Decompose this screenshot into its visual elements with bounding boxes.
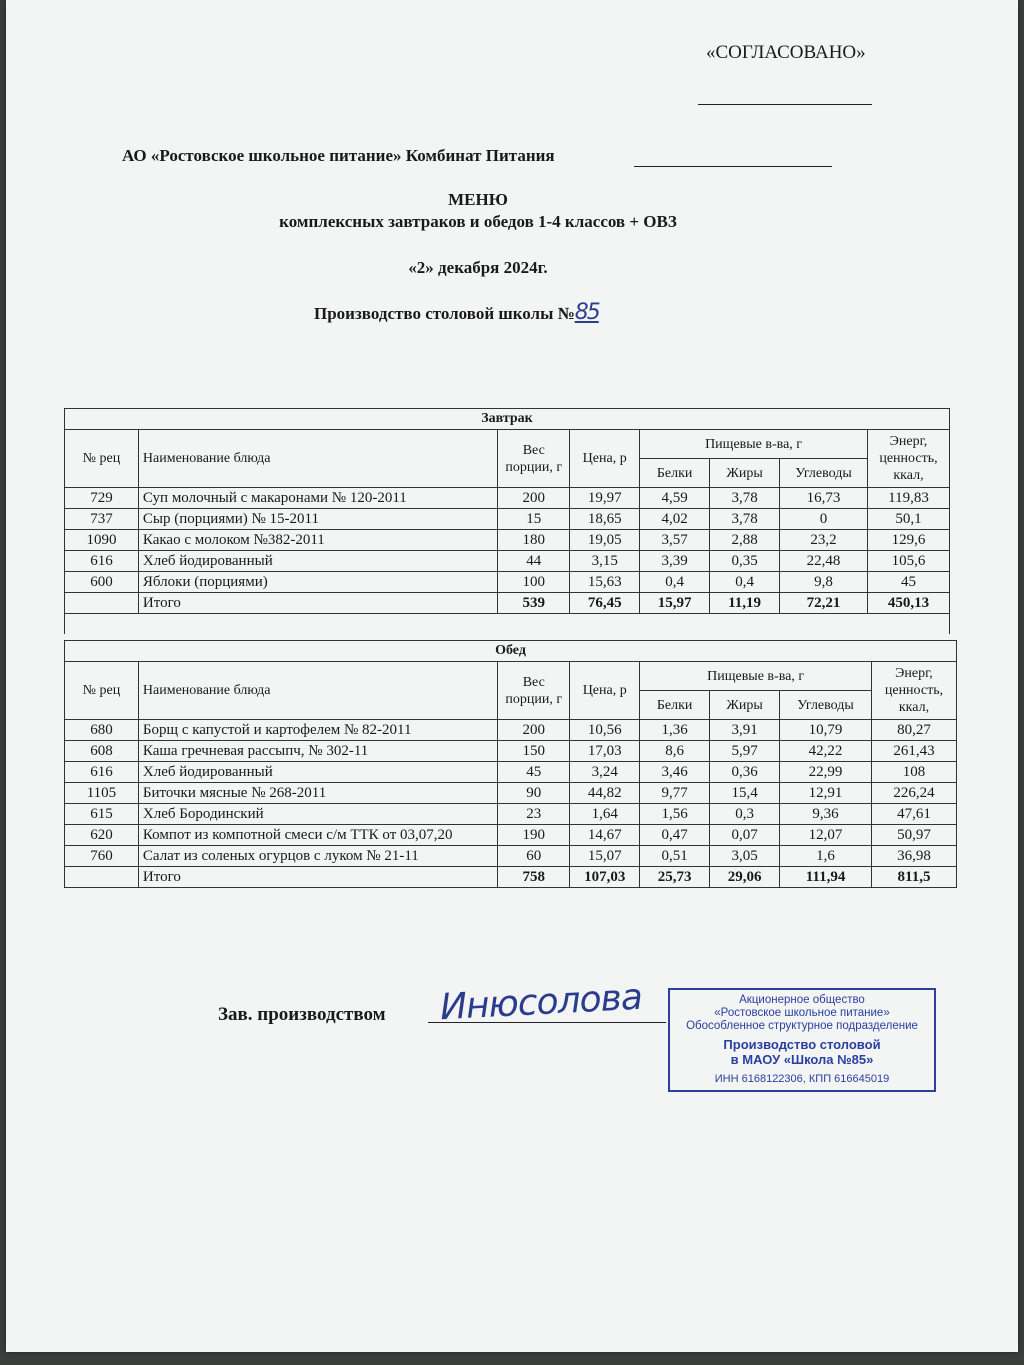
cell-p: 9,77 bbox=[640, 783, 710, 804]
cell-name: Борщ с капустой и картофелем № 82-2011 bbox=[138, 720, 497, 741]
table-row bbox=[65, 825, 957, 846]
document-subtitle: комплексных завтраков и обедов 1-4 классов + ОВЗ bbox=[279, 212, 677, 231]
cell-c: 42,22 bbox=[780, 741, 872, 762]
cell-weight: 23 bbox=[498, 804, 570, 825]
approval-label: «СОГЛАСОВАНО» bbox=[706, 42, 866, 63]
total-label: Итого bbox=[138, 867, 497, 888]
col-energy-header: Энерг, ценность, ккал, bbox=[871, 662, 956, 720]
signature-label: Зав. производством bbox=[218, 1004, 386, 1025]
col-proteins-header: Белки bbox=[640, 691, 710, 720]
cell-rec: 760 bbox=[65, 846, 139, 867]
cell-rec: 616 bbox=[65, 762, 139, 783]
cell-weight: 44 bbox=[498, 551, 570, 572]
cell-e: 50,1 bbox=[867, 509, 949, 530]
cell-e: 47,61 bbox=[871, 804, 956, 825]
col-carbs-header: Углеводы bbox=[780, 459, 868, 488]
total-e: 450,13 bbox=[867, 593, 949, 614]
cell-name: Сыр (порциями) № 15-2011 bbox=[138, 509, 497, 530]
col-proteins-header: Белки bbox=[640, 459, 710, 488]
cell-p: 0,4 bbox=[640, 572, 710, 593]
lunch-section-title: Обед bbox=[65, 641, 957, 662]
table-row bbox=[65, 762, 957, 783]
cell-price: 3,24 bbox=[570, 762, 640, 783]
cell-e: 45 bbox=[867, 572, 949, 593]
cell-name: Хлеб йодированный bbox=[138, 551, 497, 572]
total-empty bbox=[65, 593, 139, 614]
col-weight-header: Вес порции, г bbox=[498, 430, 570, 488]
cell-name: Каша гречневая рассыпч, № 302-11 bbox=[138, 741, 497, 762]
total-f: 11,19 bbox=[710, 593, 780, 614]
cell-p: 8,6 bbox=[640, 741, 710, 762]
cell-p: 1,36 bbox=[640, 720, 710, 741]
cell-f: 0,3 bbox=[710, 804, 780, 825]
cell-price: 3,15 bbox=[570, 551, 640, 572]
cell-rec: 1090 bbox=[65, 530, 139, 551]
cell-c: 9,36 bbox=[780, 804, 872, 825]
table-row bbox=[65, 488, 950, 509]
breakfast-table bbox=[64, 408, 950, 634]
section-spacer bbox=[65, 614, 950, 635]
cell-e: 105,6 bbox=[867, 551, 949, 572]
table-row bbox=[65, 572, 950, 593]
cell-weight: 180 bbox=[498, 530, 570, 551]
cell-e: 261,43 bbox=[871, 741, 956, 762]
table-row bbox=[65, 741, 957, 762]
cell-f: 5,97 bbox=[710, 741, 780, 762]
cell-e: 108 bbox=[871, 762, 956, 783]
cell-rec: 600 bbox=[65, 572, 139, 593]
col-name-header: Наименование блюда bbox=[138, 662, 497, 720]
cell-name: Биточки мясные № 268-2011 bbox=[138, 783, 497, 804]
total-p: 15,97 bbox=[640, 593, 710, 614]
total-price: 107,03 bbox=[570, 867, 640, 888]
total-price: 76,45 bbox=[570, 593, 640, 614]
stamp-line: в МАОУ «Школа №85» bbox=[730, 1052, 874, 1067]
total-weight: 539 bbox=[498, 593, 570, 614]
organization-blank-line bbox=[634, 166, 832, 167]
cell-e: 50,97 bbox=[871, 825, 956, 846]
cell-f: 2,88 bbox=[710, 530, 780, 551]
cell-e: 226,24 bbox=[871, 783, 956, 804]
cell-weight: 15 bbox=[498, 509, 570, 530]
total-f: 29,06 bbox=[710, 867, 780, 888]
cell-name: Компот из компотной смеси с/м ТТК от 03,07,20 bbox=[138, 825, 497, 846]
cell-rec: 729 bbox=[65, 488, 139, 509]
handwritten-signature: Инюсолова bbox=[439, 976, 643, 1029]
total-empty bbox=[65, 867, 139, 888]
cell-c: 0 bbox=[780, 509, 868, 530]
lunch-table bbox=[64, 640, 957, 888]
cell-e: 119,83 bbox=[867, 488, 949, 509]
cell-weight: 90 bbox=[498, 783, 570, 804]
col-rec-header: № рец bbox=[65, 662, 139, 720]
col-nutrients-header: Пищевые в-ва, г bbox=[640, 662, 872, 691]
cell-c: 10,79 bbox=[780, 720, 872, 741]
total-p: 25,73 bbox=[640, 867, 710, 888]
cell-p: 3,46 bbox=[640, 762, 710, 783]
approval-signature-line bbox=[698, 104, 872, 105]
cell-rec: 608 bbox=[65, 741, 139, 762]
cell-p: 0,47 bbox=[640, 825, 710, 846]
table-row bbox=[65, 846, 957, 867]
cell-price: 15,63 bbox=[570, 572, 640, 593]
cell-rec: 620 bbox=[65, 825, 139, 846]
breakfast-section-title: Завтрак bbox=[65, 409, 950, 430]
cell-e: 80,27 bbox=[871, 720, 956, 741]
stamp-line: Акционерное общество bbox=[739, 994, 865, 1006]
stamp-line: ИНН 6168122306, КПП 616645019 bbox=[714, 1073, 890, 1085]
cell-price: 44,82 bbox=[570, 783, 640, 804]
cell-f: 15,4 bbox=[710, 783, 780, 804]
cell-p: 3,57 bbox=[640, 530, 710, 551]
col-nutrients-header: Пищевые в-ва, г bbox=[640, 430, 868, 459]
cell-price: 19,05 bbox=[570, 530, 640, 551]
cell-c: 23,2 bbox=[780, 530, 868, 551]
table-row bbox=[65, 783, 957, 804]
cell-weight: 150 bbox=[498, 741, 570, 762]
cell-p: 4,02 bbox=[640, 509, 710, 530]
table-row bbox=[65, 720, 957, 741]
cell-name: Яблоки (порциями) bbox=[138, 572, 497, 593]
cell-f: 3,91 bbox=[710, 720, 780, 741]
cell-c: 9,8 bbox=[780, 572, 868, 593]
cell-price: 18,65 bbox=[570, 509, 640, 530]
organization-name: АО «Ростовское школьное питание» Комбинат Питания bbox=[122, 146, 555, 165]
stamp-line: «Ростовское школьное питание» bbox=[714, 1007, 890, 1019]
col-price-header: Цена, р bbox=[570, 662, 640, 720]
cell-name: Какао с молоком №382-2011 bbox=[138, 530, 497, 551]
cell-c: 12,07 bbox=[780, 825, 872, 846]
cell-name: Салат из соленых огурцов с луком № 21-11 bbox=[138, 846, 497, 867]
col-rec-header: № рец bbox=[65, 430, 139, 488]
cell-weight: 190 bbox=[498, 825, 570, 846]
official-stamp bbox=[668, 988, 936, 1092]
total-weight: 758 bbox=[498, 867, 570, 888]
table-row bbox=[65, 530, 950, 551]
col-weight-header: Вес порции, г bbox=[498, 662, 570, 720]
cell-rec: 616 bbox=[65, 551, 139, 572]
cell-f: 3,78 bbox=[710, 509, 780, 530]
cell-f: 0,07 bbox=[710, 825, 780, 846]
menu-date: «2» декабря 2024г. bbox=[408, 258, 548, 277]
cell-f: 0,4 bbox=[710, 572, 780, 593]
cell-f: 0,35 bbox=[710, 551, 780, 572]
total-e: 811,5 bbox=[871, 867, 956, 888]
cell-weight: 45 bbox=[498, 762, 570, 783]
total-row bbox=[65, 867, 957, 888]
table-row bbox=[65, 551, 950, 572]
col-fats-header: Жиры bbox=[710, 459, 780, 488]
cell-weight: 200 bbox=[498, 720, 570, 741]
document-title: МЕНЮ bbox=[448, 190, 508, 209]
production-label: Производство столовой школы № bbox=[314, 304, 575, 323]
cell-f: 3,78 bbox=[710, 488, 780, 509]
total-row bbox=[65, 593, 950, 614]
cell-price: 10,56 bbox=[570, 720, 640, 741]
cell-e: 36,98 bbox=[871, 846, 956, 867]
cell-p: 3,39 bbox=[640, 551, 710, 572]
col-price-header: Цена, р bbox=[570, 430, 640, 488]
cell-p: 4,59 bbox=[640, 488, 710, 509]
total-c: 111,94 bbox=[780, 867, 872, 888]
cell-price: 17,03 bbox=[570, 741, 640, 762]
cell-p: 0,51 bbox=[640, 846, 710, 867]
cell-c: 22,48 bbox=[780, 551, 868, 572]
total-c: 72,21 bbox=[780, 593, 868, 614]
cell-name: Хлеб Бородинский bbox=[138, 804, 497, 825]
cell-c: 12,91 bbox=[780, 783, 872, 804]
cell-f: 3,05 bbox=[710, 846, 780, 867]
cell-price: 14,67 bbox=[570, 825, 640, 846]
cell-weight: 100 bbox=[498, 572, 570, 593]
col-name-header: Наименование блюда bbox=[138, 430, 497, 488]
stamp-line: Обособленное структурное подразделение bbox=[686, 1020, 918, 1032]
cell-price: 19,97 bbox=[570, 488, 640, 509]
cell-c: 1,6 bbox=[780, 846, 872, 867]
cell-rec: 615 bbox=[65, 804, 139, 825]
table-row bbox=[65, 509, 950, 530]
cell-f: 0,36 bbox=[710, 762, 780, 783]
cell-c: 22,99 bbox=[780, 762, 872, 783]
school-number-handwritten: 85 bbox=[574, 300, 599, 325]
cell-rec: 680 bbox=[65, 720, 139, 741]
col-energy-header: Энерг, ценность, ккал, bbox=[867, 430, 949, 488]
col-carbs-header: Углеводы bbox=[780, 691, 872, 720]
cell-rec: 1105 bbox=[65, 783, 139, 804]
cell-e: 129,6 bbox=[867, 530, 949, 551]
cell-weight: 60 bbox=[498, 846, 570, 867]
cell-weight: 200 bbox=[498, 488, 570, 509]
cell-c: 16,73 bbox=[780, 488, 868, 509]
stamp-line: Производство столовой bbox=[723, 1037, 881, 1052]
cell-price: 1,64 bbox=[570, 804, 640, 825]
table-row bbox=[65, 804, 957, 825]
cell-price: 15,07 bbox=[570, 846, 640, 867]
cell-name: Хлеб йодированный bbox=[138, 762, 497, 783]
production-heading bbox=[314, 300, 599, 325]
cell-p: 1,56 bbox=[640, 804, 710, 825]
cell-name: Суп молочный с макаронами № 120-2011 bbox=[138, 488, 497, 509]
total-label: Итого bbox=[138, 593, 497, 614]
col-fats-header: Жиры bbox=[710, 691, 780, 720]
cell-rec: 737 bbox=[65, 509, 139, 530]
